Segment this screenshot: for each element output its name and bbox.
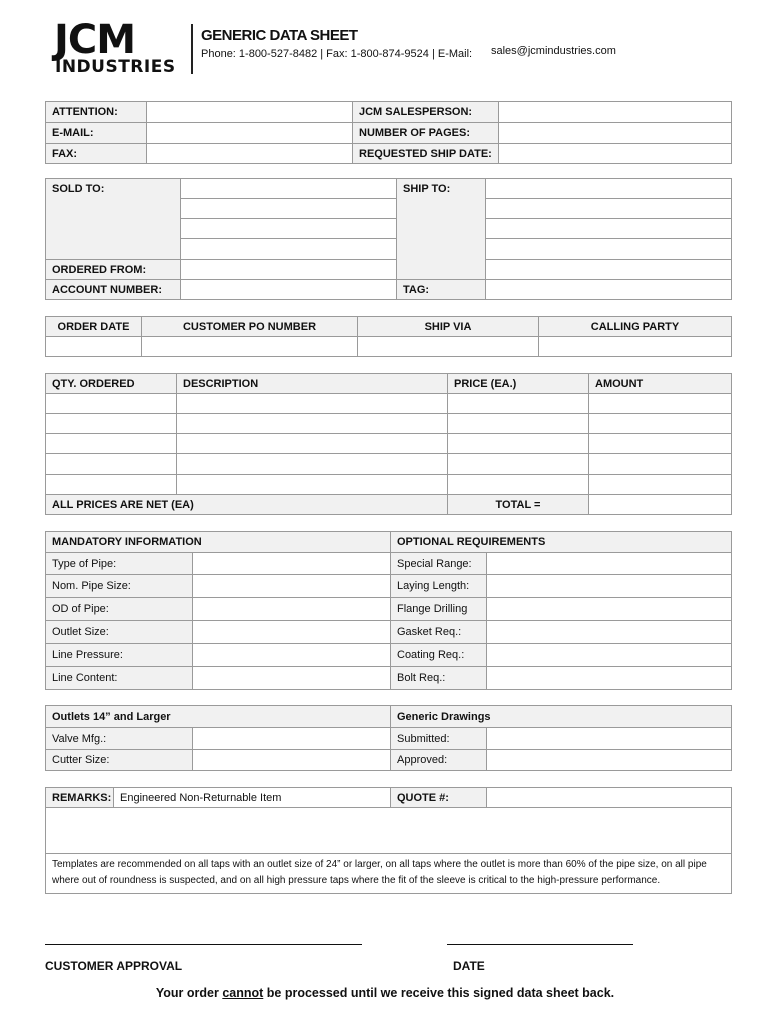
net-prices-note: ALL PRICES ARE NET (EA) [46, 495, 448, 515]
description-cell[interactable] [177, 394, 448, 414]
date-label: DATE [453, 959, 485, 973]
gasket-req-label: Gasket Req.: [391, 621, 487, 644]
footer-text-emphasis: cannot [222, 986, 264, 1000]
pages-label: NUMBER OF PAGES: [353, 123, 499, 144]
contact-info: Phone: 1-800-527-8482 | Fax: 1-800-874-9524 | E-Mail: [201, 48, 473, 60]
table-row [46, 454, 732, 475]
table-row [46, 475, 732, 495]
customer-po-field[interactable] [142, 337, 358, 357]
type-of-pipe-label: Type of Pipe: [46, 553, 193, 575]
price-cell[interactable] [448, 454, 589, 475]
amount-cell[interactable] [589, 394, 732, 414]
order-date-field[interactable] [46, 337, 142, 357]
qty-cell[interactable] [46, 475, 177, 495]
email-field[interactable] [147, 123, 353, 144]
optional-title: OPTIONAL REQUIREMENTS [391, 532, 732, 553]
page-title: GENERIC DATA SHEET [201, 27, 358, 44]
type-of-pipe-field[interactable] [193, 553, 391, 575]
submitted-field[interactable] [487, 728, 732, 750]
laying-length-label: Laying Length: [391, 575, 487, 598]
tag-label: TAG: [397, 280, 486, 300]
coating-req-field[interactable] [487, 644, 732, 667]
sold-to-label: SOLD TO: [46, 179, 181, 260]
od-of-pipe-field[interactable] [193, 598, 391, 621]
calling-party-header: CALLING PARTY [539, 317, 732, 337]
outlet-size-field[interactable] [193, 621, 391, 644]
quote-label: QUOTE #: [391, 788, 487, 808]
nom-pipe-size-label: Nom. Pipe Size: [46, 575, 193, 598]
footer-text-after: be processed until we receive this signed data sheet back. [263, 986, 615, 1000]
outlet-size-label: Outlet Size: [46, 621, 193, 644]
price-cell[interactable] [448, 434, 589, 454]
laying-length-field[interactable] [487, 575, 732, 598]
items-table [45, 373, 732, 515]
quote-field[interactable] [487, 788, 732, 808]
approved-label: Approved: [391, 750, 487, 771]
bolt-req-label: Bolt Req.: [391, 667, 487, 690]
ship-to-line-5[interactable] [486, 260, 732, 280]
customer-signature-line[interactable] [45, 944, 362, 945]
date-signature-line[interactable] [447, 944, 633, 945]
qty-cell[interactable] [46, 414, 177, 434]
customer-approval-label: CUSTOMER APPROVAL [45, 959, 183, 973]
ship-to-line-3[interactable] [486, 219, 732, 239]
calling-party-field[interactable] [539, 337, 732, 357]
price-header: PRICE (EA.) [448, 374, 589, 394]
price-cell[interactable] [448, 414, 589, 434]
order-date-header: ORDER DATE [46, 317, 142, 337]
amount-cell[interactable] [589, 414, 732, 434]
line-content-field[interactable] [193, 667, 391, 690]
mandatory-title: MANDATORY INFORMATION [46, 532, 391, 553]
table-row [46, 394, 732, 414]
attention-label: ATTENTION: [46, 102, 147, 123]
order-table [45, 316, 732, 357]
template-note: Templates are recommended on all taps with an outlet size of 24” or larger, on all taps where the outlet is more than 60% of the pipe size, on all pipe where out of roundness is suspected, and on all high pressure taps where the fit of the sleeve is critical to the high-pressure performance. [52, 859, 707, 886]
ship-to-line-1[interactable] [486, 179, 732, 199]
drawings-title: Generic Drawings [391, 706, 732, 728]
price-cell[interactable] [448, 475, 589, 495]
flange-drilling-label: Flange Drilling [391, 598, 487, 621]
contact-email: sales@jcmindustries.com [491, 45, 616, 57]
table-row [46, 414, 732, 434]
jcm-logo [54, 17, 182, 77]
line-pressure-field[interactable] [193, 644, 391, 667]
email-label: E-MAIL: [46, 123, 147, 144]
sold-to-line-1[interactable] [181, 179, 397, 199]
sold-to-line-4[interactable] [181, 239, 397, 260]
attention-field[interactable] [147, 102, 353, 123]
description-cell[interactable] [177, 434, 448, 454]
qty-cell[interactable] [46, 394, 177, 414]
sold-to-line-2[interactable] [181, 199, 397, 219]
approved-field[interactable] [487, 750, 732, 771]
line-content-label: Line Content: [46, 667, 193, 690]
table-row [46, 434, 732, 454]
line-pressure-label: Line Pressure: [46, 644, 193, 667]
ship-via-field[interactable] [358, 337, 539, 357]
ordered-from-field[interactable] [181, 260, 397, 280]
valve-mfg-label: Valve Mfg.: [46, 728, 193, 750]
amount-cell[interactable] [589, 475, 732, 495]
ship-date-field[interactable] [499, 144, 732, 164]
account-number-field[interactable] [181, 280, 397, 300]
cutter-size-label: Cutter Size: [46, 750, 193, 771]
ship-via-header: SHIP VIA [358, 317, 539, 337]
bolt-req-field[interactable] [487, 667, 732, 690]
cutter-size-field[interactable] [193, 750, 391, 771]
remarks-label: REMARKS: [46, 788, 114, 808]
description-header: DESCRIPTION [177, 374, 448, 394]
requirements-table [45, 531, 732, 690]
qty-cell[interactable] [46, 434, 177, 454]
valve-mfg-field[interactable] [193, 728, 391, 750]
ship-to-line-4[interactable] [486, 239, 732, 260]
customer-po-header: CUSTOMER PO NUMBER [142, 317, 358, 337]
salesperson-label: JCM SALESPERSON: [353, 102, 499, 123]
special-range-label: Special Range: [391, 553, 487, 575]
od-of-pipe-label: OD of Pipe: [46, 598, 193, 621]
coating-req-label: Coating Req.: [391, 644, 487, 667]
salesperson-field[interactable] [499, 102, 732, 123]
header-divider [191, 24, 193, 74]
qty-header: QTY. ORDERED [46, 374, 177, 394]
amount-cell[interactable] [589, 454, 732, 475]
nom-pipe-size-field[interactable] [193, 575, 391, 598]
tag-field[interactable] [486, 280, 732, 300]
address-table [45, 178, 732, 300]
account-number-label: ACCOUNT NUMBER: [46, 280, 181, 300]
logo-industries-text: INDUSTRIES [55, 57, 176, 77]
sold-to-line-3[interactable] [181, 219, 397, 239]
footer-notice [0, 986, 770, 1000]
remarks-field[interactable]: Engineered Non-Returnable Item [114, 788, 391, 808]
special-range-field[interactable] [487, 553, 732, 575]
total-label: TOTAL = [448, 495, 589, 515]
ordered-from-label: ORDERED FROM: [46, 260, 181, 280]
logo-jcm-text: JCM [54, 17, 136, 63]
amount-header: AMOUNT [589, 374, 732, 394]
footer-text-before: Your order [155, 986, 223, 1000]
fax-field[interactable] [147, 144, 353, 164]
remarks-area[interactable] [46, 808, 732, 854]
total-field[interactable] [589, 495, 732, 515]
description-cell[interactable] [177, 454, 448, 475]
ship-to-label: SHIP TO: [397, 179, 486, 280]
ship-date-label: REQUESTED SHIP DATE: [353, 144, 499, 164]
outlets-table [45, 705, 732, 771]
pages-field[interactable] [499, 123, 732, 144]
description-cell[interactable] [177, 414, 448, 434]
gasket-req-field[interactable] [487, 621, 732, 644]
description-cell[interactable] [177, 475, 448, 495]
contact-table [45, 101, 732, 164]
fax-label: FAX: [46, 144, 147, 164]
amount-cell[interactable] [589, 434, 732, 454]
qty-cell[interactable] [46, 454, 177, 475]
price-cell[interactable] [448, 394, 589, 414]
ship-to-line-2[interactable] [486, 199, 732, 219]
submitted-label: Submitted: [391, 728, 487, 750]
flange-drilling-field[interactable] [487, 598, 732, 621]
outlets-title: Outlets 14” and Larger [46, 706, 391, 728]
